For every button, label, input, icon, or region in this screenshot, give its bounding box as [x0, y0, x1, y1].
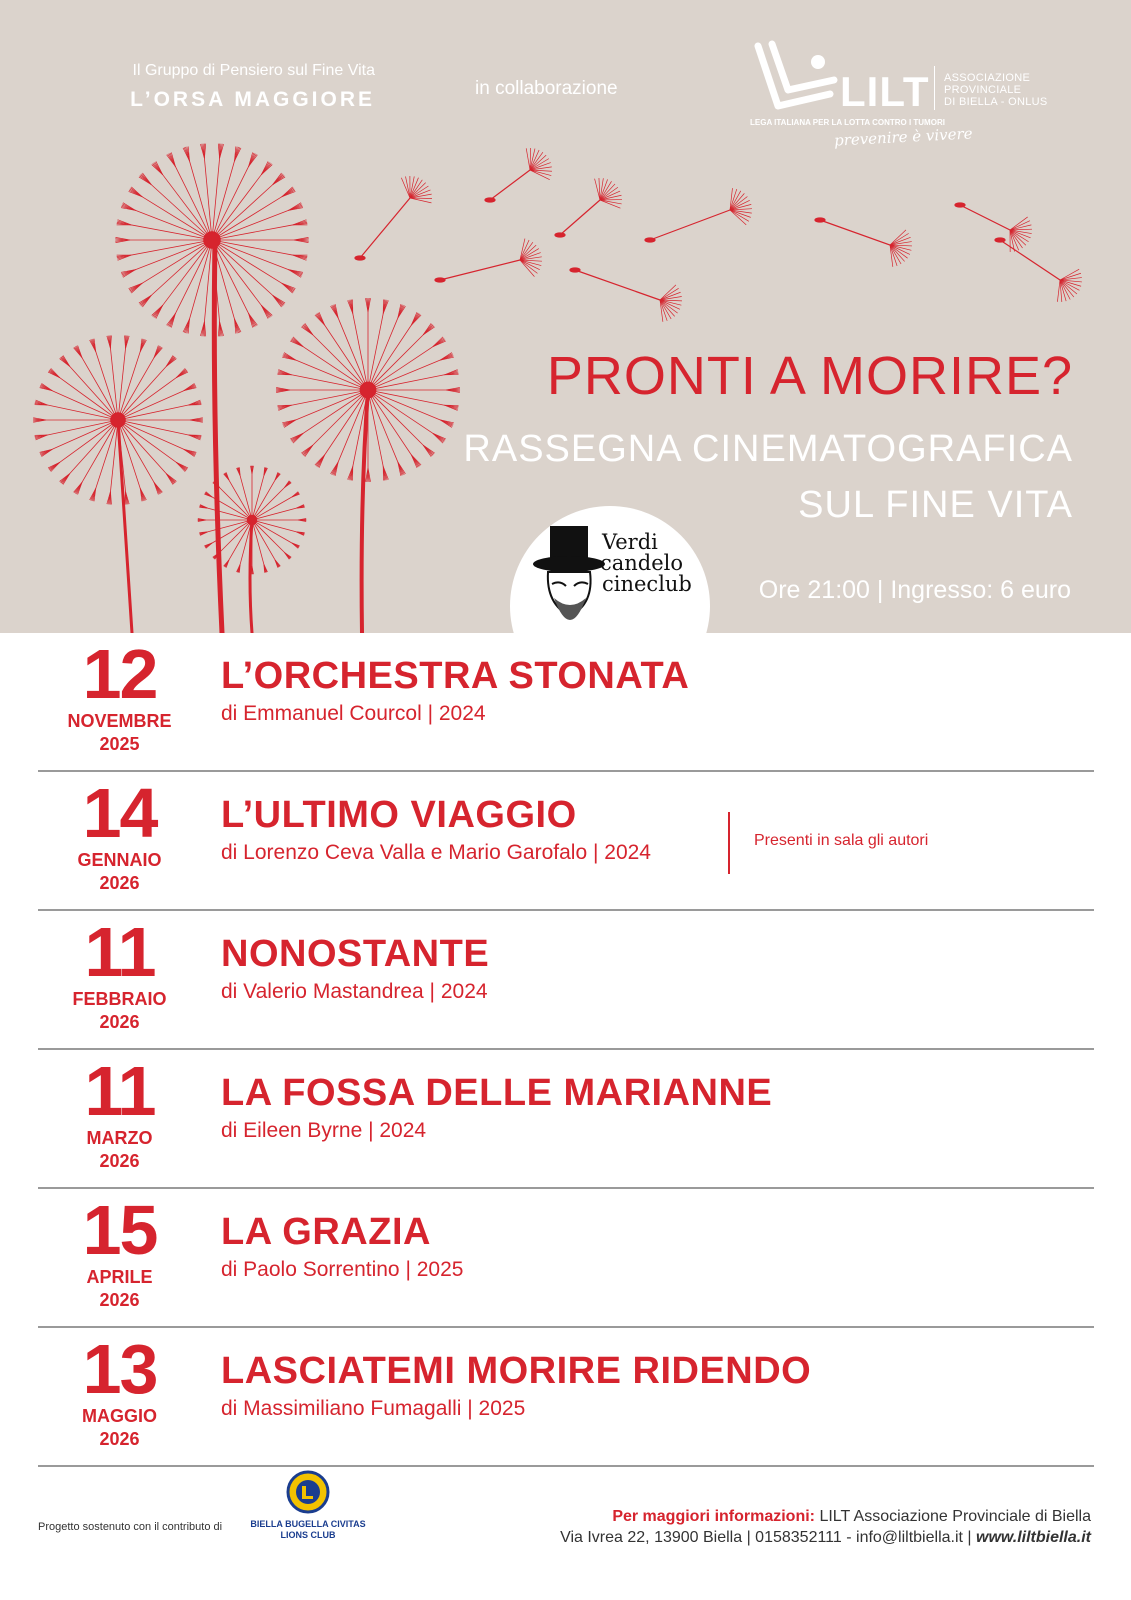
lilt-association	[944, 72, 1048, 108]
contact-line-1	[560, 1506, 1091, 1527]
screening-date	[38, 772, 201, 894]
cineclub-line: cineclub	[602, 572, 692, 596]
film-credit: di Paolo Sorrentino | 2025	[221, 1258, 464, 1281]
floating-seed	[485, 148, 552, 202]
lions-club-label: LIONS CLUB	[280, 1530, 336, 1540]
dandelion-puff	[276, 298, 460, 482]
floating-seed	[555, 178, 622, 237]
screening-item	[38, 772, 1094, 911]
date-month: NOVEMBRE	[67, 711, 172, 731]
lilt-assoc-line: PROVINCIALE	[944, 84, 1022, 96]
date-month: APRILE	[86, 1267, 153, 1287]
top-hat-portrait-icon	[530, 524, 610, 624]
floating-seed	[355, 176, 432, 260]
date-day: 11	[84, 1052, 155, 1130]
sponsor-caption: Progetto sostenuto con il contributo di	[38, 1521, 223, 1533]
dandelion-puff	[198, 466, 307, 575]
film-info	[221, 794, 651, 865]
lilt-divider	[934, 66, 935, 110]
floating-seed	[955, 203, 1032, 252]
screening-item	[38, 911, 1094, 1050]
screening-note: Presenti in sala gli autori	[728, 812, 928, 874]
date-year: 2026	[99, 1012, 140, 1032]
website-link[interactable]: www.liltbiella.it	[976, 1529, 1091, 1546]
contact-line-2	[560, 1527, 1091, 1548]
date-year: 2026	[99, 873, 140, 893]
film-title: L’ULTIMO VIAGGIO	[221, 794, 577, 836]
date-year: 2026	[99, 1151, 140, 1171]
cineclub-line: Verdi	[602, 530, 658, 554]
poster-title: PRONTI A MORIRE?	[546, 346, 1073, 406]
film-info	[221, 1350, 811, 1421]
contact-label: Per maggiori informazioni:	[612, 1508, 815, 1525]
date-day: 12	[82, 635, 157, 713]
dandelion-puff	[33, 335, 203, 504]
date-day: 14	[82, 774, 157, 852]
film-info	[221, 933, 489, 1004]
poster-footer	[0, 1470, 1131, 1600]
film-info	[221, 1072, 772, 1143]
film-title: LA FOSSA DELLE MARIANNE	[221, 1072, 773, 1114]
poster-subtitle-1: RASSEGNA CINEMATOGRAFICA	[463, 428, 1073, 470]
lions-club-name: BIELLA BUGELLA CIVITAS	[250, 1519, 366, 1529]
film-credit: di Lorenzo Ceva Valla e Mario Garofalo | 2024	[221, 841, 651, 864]
organizer-subtitle: Il Gruppo di Pensiero sul Fine Vita	[132, 62, 375, 79]
screening-date	[38, 1328, 201, 1450]
date-month: MAGGIO	[82, 1406, 157, 1426]
date-year: 2026	[99, 1290, 140, 1310]
date-day: 13	[82, 1330, 157, 1408]
date-year: 2026	[99, 1429, 140, 1449]
film-info	[221, 655, 689, 726]
date-month: MARZO	[86, 1128, 153, 1148]
contact-address: Via Ivrea 22, 13900 Biella | 0158352111 - info@liltbiella.it |	[560, 1529, 977, 1546]
film-title: LASCIATEMI MORIRE RIDENDO	[221, 1350, 812, 1392]
floating-seed	[815, 218, 912, 267]
screening-item	[38, 1328, 1094, 1467]
screening-date	[38, 1189, 201, 1311]
date-month: FEBBRAIO	[72, 989, 167, 1009]
contact-info	[560, 1506, 1091, 1548]
cineclub-line: candelo	[600, 551, 684, 575]
organizer-block	[40, 62, 375, 112]
lilt-assoc-line: DI BIELLA - ONLUS	[944, 96, 1048, 108]
floating-seed	[435, 239, 542, 282]
lions-club-logo	[248, 1470, 368, 1541]
film-credit: di Massimiliano Fumagalli | 2025	[221, 1397, 526, 1420]
lilt-slogan: prevenire è vivere	[833, 124, 973, 150]
screening-item	[38, 1050, 1094, 1189]
lions-emblem-icon	[286, 1470, 330, 1514]
poster-header	[0, 0, 1131, 633]
date-day: 15	[82, 1191, 157, 1269]
lilt-lega: LEGA ITALIANA PER LA LOTTA CONTRO I TUMORI	[750, 118, 945, 127]
lilt-logo	[750, 36, 1080, 156]
screening-date	[38, 633, 201, 755]
film-credit: di Valerio Mastandrea | 2024	[221, 980, 488, 1003]
collaboration-label: in collaborazione	[475, 78, 618, 99]
poster-subtitle-2: SUL FINE VITA	[798, 484, 1073, 526]
lilt-runner-icon	[750, 36, 840, 116]
floating-seed	[995, 238, 1082, 302]
film-title: LA GRAZIA	[221, 1211, 431, 1253]
film-credit: di Eileen Byrne | 2024	[221, 1119, 427, 1142]
film-info	[221, 1211, 463, 1282]
screening-list	[38, 633, 1094, 1467]
lilt-assoc-line: ASSOCIAZIONE	[944, 72, 1031, 84]
contact-org: LILT Associazione Provinciale di Biella	[815, 1508, 1091, 1525]
screening-item	[38, 1189, 1094, 1328]
time-and-price: Ore 21:00 | Ingresso: 6 euro	[758, 576, 1071, 604]
screening-date	[38, 1050, 201, 1172]
date-month: GENNAIO	[77, 850, 162, 870]
screening-item	[38, 633, 1094, 772]
film-title: NONOSTANTE	[221, 933, 490, 975]
lilt-name: LILT	[840, 68, 930, 115]
date-year: 2025	[99, 734, 140, 754]
organizer-name: L’ORSA MAGGIORE	[130, 88, 375, 111]
date-day: 11	[84, 913, 155, 991]
film-title: L’ORCHESTRA STONATA	[221, 655, 690, 697]
floating-seed	[570, 268, 682, 322]
film-credit: di Emmanuel Courcol | 2024	[221, 702, 486, 725]
floating-seed	[645, 188, 752, 242]
screening-date	[38, 911, 201, 1033]
